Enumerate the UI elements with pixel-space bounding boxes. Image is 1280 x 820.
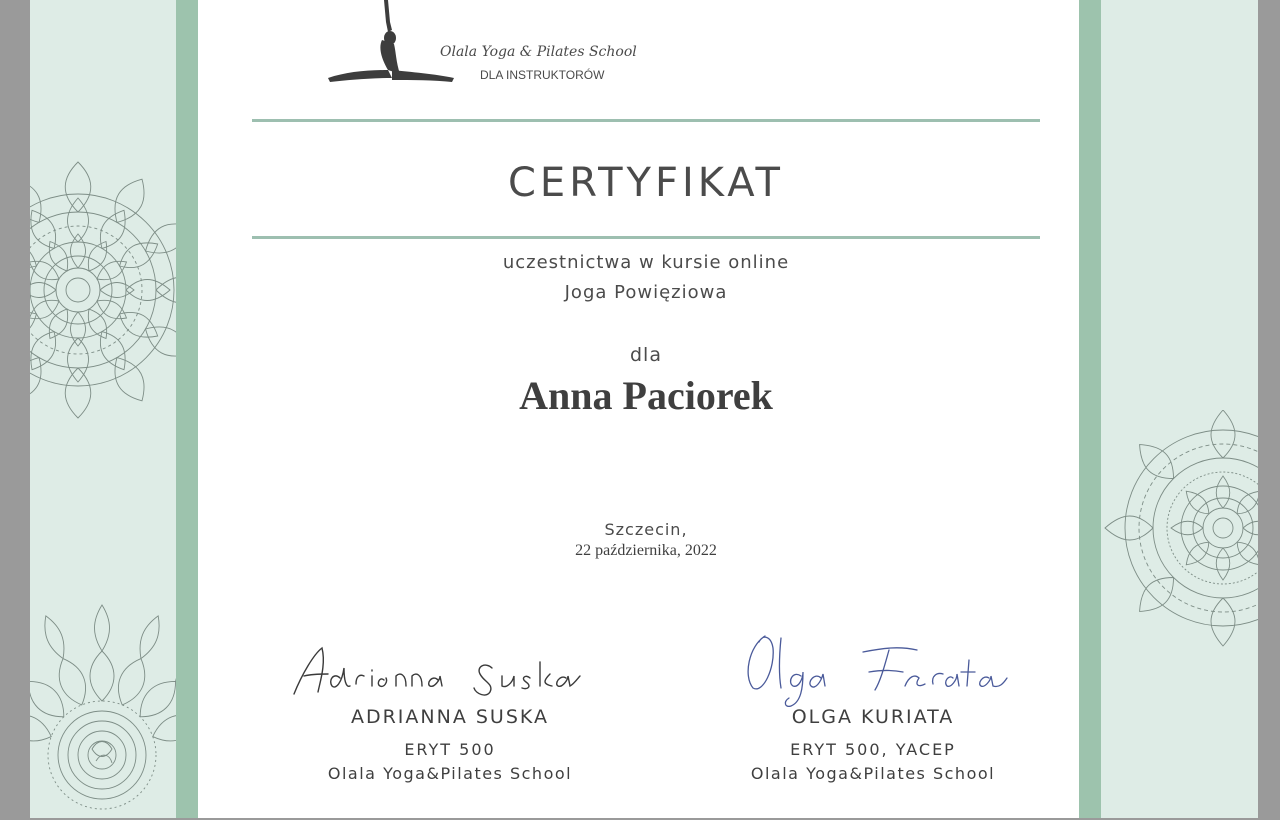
certificate-page — [30, 0, 1258, 818]
recipient-name: Anna Paciorek — [519, 373, 773, 418]
signer-name: OLGA KURIATA — [791, 706, 955, 728]
school-logo — [326, 0, 637, 90]
signature-block-suska — [280, 628, 620, 798]
certificate-date: 22 października, 2022 — [575, 542, 717, 559]
lotus-icon — [30, 585, 176, 818]
handwritten-signature — [280, 628, 620, 700]
logo-school-name: Olala Yoga & Pilates School — [440, 44, 637, 60]
title-rule-top — [252, 119, 1040, 122]
course-name: Joga Powięziowa — [564, 282, 728, 303]
left-accent-stripe — [176, 0, 198, 818]
mandala-icon — [1101, 410, 1258, 660]
signer-school: Olala Yoga&Pilates School — [750, 764, 996, 783]
yoga-pose-silhouette-icon — [326, 0, 456, 86]
right-accent-stripe — [1079, 0, 1101, 818]
signer-credentials: ERYT 500 — [404, 740, 496, 759]
signer-name: ADRIANNA SUSKA — [350, 706, 550, 728]
for-label: dla — [630, 344, 662, 366]
certificate-city: Szczecin, — [604, 520, 688, 539]
signer-school: Olala Yoga&Pilates School — [327, 764, 573, 783]
logo-subtitle: DLA INSTRUKTORÓW — [480, 68, 605, 82]
signer-credentials: ERYT 500, YACEP — [790, 740, 956, 759]
mandala-icon — [30, 155, 176, 425]
participation-line: uczestnictwa w kursie online — [502, 252, 790, 273]
handwritten-signature — [703, 628, 1043, 708]
signature-block-kuriata — [703, 628, 1043, 798]
certificate-title: CERTYFIKAT — [508, 160, 784, 206]
title-rule-bottom — [252, 236, 1040, 239]
